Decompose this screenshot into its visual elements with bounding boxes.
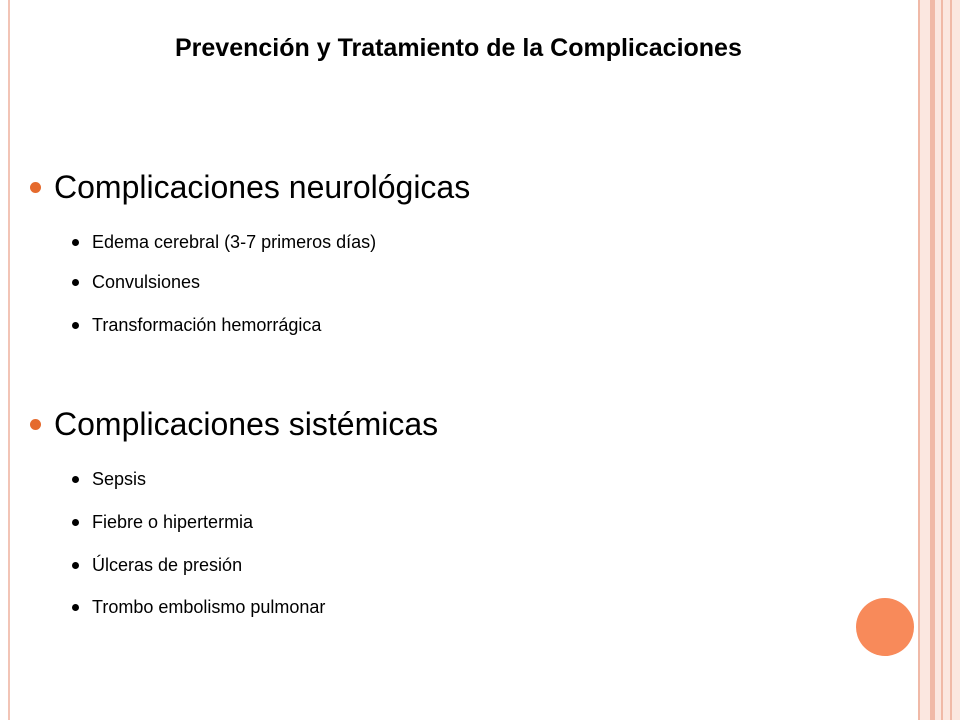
decorative-circle	[856, 598, 914, 656]
list-item-label: Sepsis	[92, 469, 147, 489]
list-item	[72, 510, 253, 534]
list-item-label: Fiebre o hipertermia	[92, 512, 254, 532]
bullet-icon	[72, 322, 79, 329]
bullet-icon	[30, 182, 41, 193]
list-item-label: Convulsiones	[92, 272, 201, 292]
list-item	[72, 553, 242, 577]
list-item	[72, 313, 321, 337]
list-item	[72, 595, 325, 619]
list-item-label: Trombo embolismo pulmonar	[92, 597, 326, 617]
list-item-label: Transformación hemorrágica	[92, 315, 322, 335]
section-heading-neurologicas	[30, 167, 470, 207]
section-heading-sistemicas	[30, 404, 438, 444]
slide-title: Prevención y Tratamiento de la Complicaciones	[175, 34, 742, 62]
right-border-stripe	[941, 0, 943, 720]
right-border-stripe	[918, 0, 920, 720]
bullet-icon	[72, 279, 79, 286]
list-item-label: Edema cerebral (3-7 primeros días)	[92, 232, 377, 252]
bullet-icon	[72, 604, 79, 611]
list-item	[72, 270, 200, 294]
bullet-icon	[72, 239, 79, 246]
list-item-label: Úlceras de presión	[92, 555, 243, 575]
bullet-icon	[72, 476, 79, 483]
section-heading-label: Complicaciones sistémicas	[54, 406, 439, 442]
bullet-icon	[72, 519, 79, 526]
left-border-line	[8, 0, 10, 720]
right-border-stripe	[930, 0, 935, 720]
right-border-stripe	[950, 0, 952, 720]
bullet-icon	[72, 562, 79, 569]
list-item	[72, 230, 376, 254]
bullet-icon	[30, 419, 41, 430]
list-item	[72, 467, 146, 491]
right-border-band	[918, 0, 960, 720]
section-heading-label: Complicaciones neurológicas	[54, 169, 471, 205]
